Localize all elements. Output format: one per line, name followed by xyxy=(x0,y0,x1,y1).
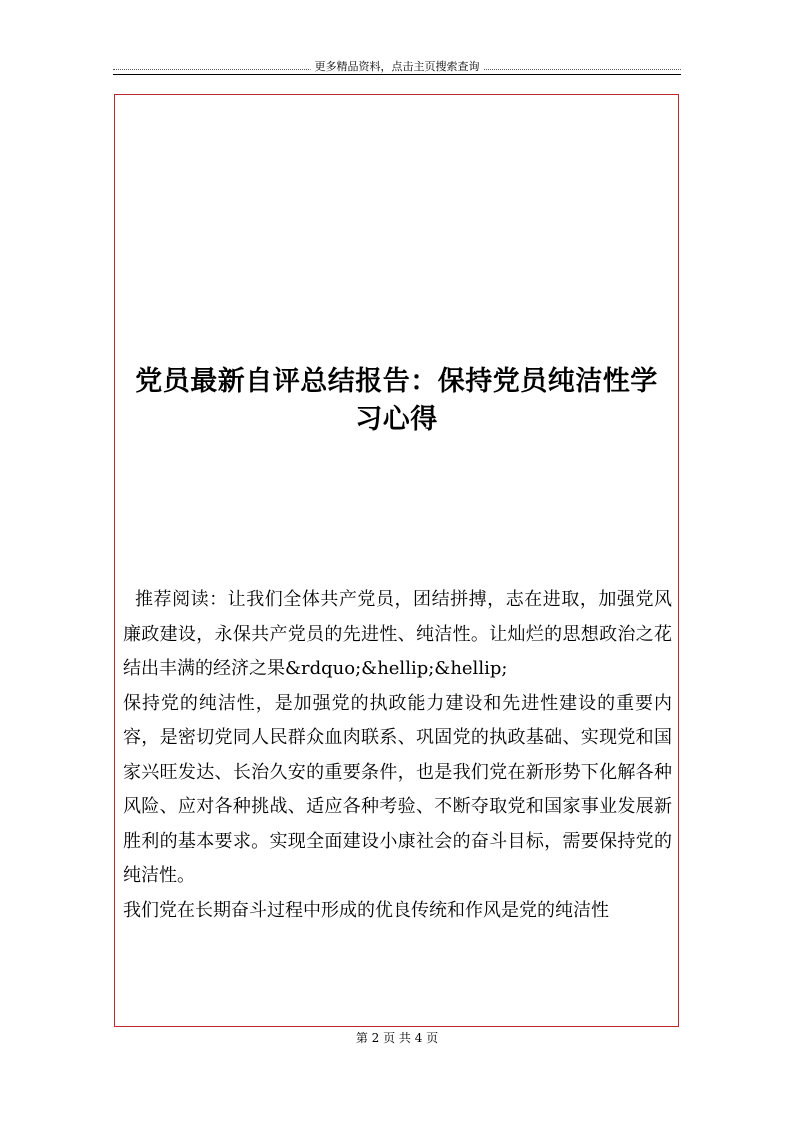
title-line-2: 习心得 xyxy=(355,404,438,435)
page-footer xyxy=(0,1031,794,1045)
document-title xyxy=(115,363,678,439)
title-line-1: 党员最新自评总结报告：保持党员纯洁性学 xyxy=(135,366,658,397)
header-text: 更多精品资料，点击主页搜索查询 xyxy=(311,60,484,74)
header-rule xyxy=(113,74,681,75)
page-frame xyxy=(114,94,679,1027)
paragraph-main: 保持党的纯洁性，是加强党的执政能力建设和先进性建设的重要内容，是密切党同人民群众血肉联系、巩固党的执政基础、实现党和国家兴旺发达、长治久安的重要条件，也是我们党在新形势下化解各种风险、应对各种挑战、适应各种考验、不断夺取党和国家事业发展新胜利的基本要求。实现全面建设小康社会的奋斗目标，需要保持党的纯洁性。 xyxy=(123,692,672,886)
paragraph-continued: 我们党在长期奋斗过程中形成的优良传统和作风是党的纯洁性 xyxy=(123,899,609,921)
paragraph-intro: 推荐阅读：让我们全体共产党员，团结拼搏，志在进取，加强党风廉政建设，永保共产党员的先进性、纯洁性。让灿烂的思想政治之花结出丰满的经济之果&rdquo;&hellip;&hellip; xyxy=(123,589,672,679)
document-body xyxy=(123,583,672,928)
page-number: 第 2 页 共 4 页 xyxy=(355,1031,439,1045)
page-header xyxy=(113,58,681,76)
